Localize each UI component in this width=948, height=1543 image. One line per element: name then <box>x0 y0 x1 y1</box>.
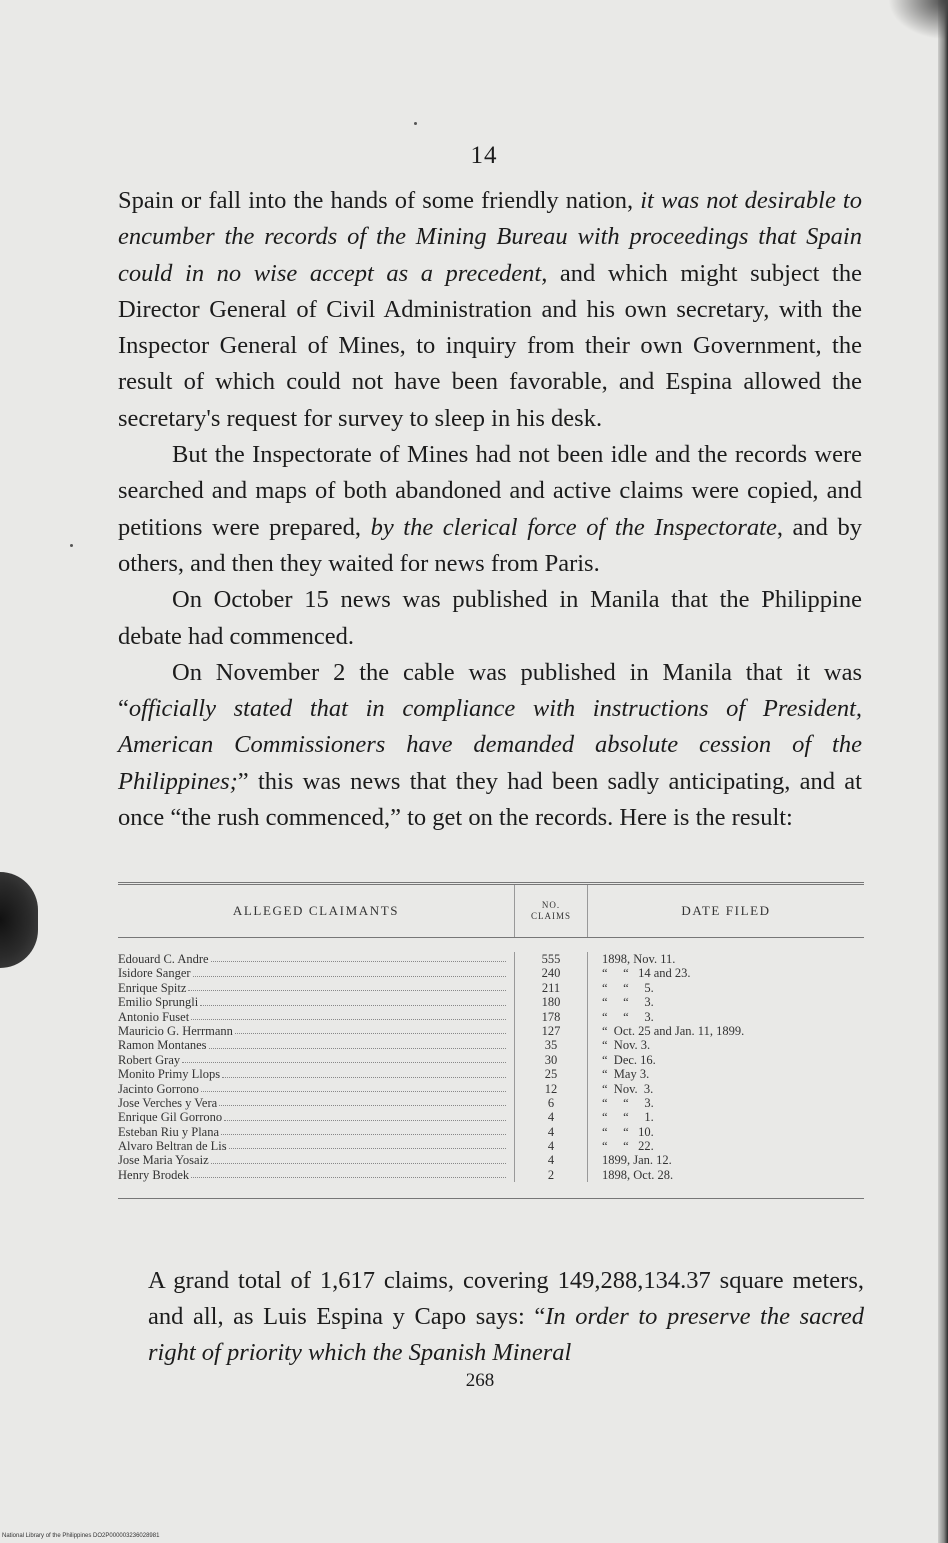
claimant-name-text: Jacinto Gorrono <box>118 1081 199 1096</box>
header-claims-line1: NO. <box>541 900 561 910</box>
text-run: On October 15 news was published in Manila that the Philippine debate had commenced. <box>118 586 862 650</box>
italic-text: In order to preserve the sacred right of priority which the Spanish Mineral <box>148 1303 864 1366</box>
claimant-name-text: Enrique Gil Gorrono <box>118 1110 223 1125</box>
claims-column <box>514 952 588 1182</box>
leader-dots <box>193 966 506 976</box>
claimant-name <box>118 1168 514 1182</box>
page-header-number: 14 <box>470 142 498 169</box>
paragraph <box>118 437 862 582</box>
page-edge-shadow <box>938 0 948 1543</box>
claimant-name <box>118 1082 514 1096</box>
claims-count: 211 <box>541 980 561 995</box>
claims-count: 180 <box>541 995 561 1010</box>
claimant-name <box>118 1053 514 1067</box>
italic-text: officially stated that in compliance with instructions of President, American Commissioners have demanded absolute cession of the Philippines; <box>118 695 862 795</box>
italic-text: it was not desirable to encumber the records of the Mining Bureau with proceedings that Spain could in no wise accept as a precedent, <box>118 187 862 287</box>
date-filed: “ “ 3. <box>602 1095 654 1110</box>
leader-dots <box>191 1010 506 1020</box>
date-filed: “ “ 22. <box>602 1139 654 1154</box>
text-run: But the Inspectorate of Mines had not been idle and the records were searched and maps of both abandoned and active claims were copied, and petitions were prepared, <box>118 441 862 541</box>
claimant-name <box>118 1096 514 1110</box>
claimant-name <box>118 1139 514 1153</box>
dust-speck <box>70 544 73 547</box>
table-header <box>118 885 864 937</box>
table-bottom-rule <box>118 1198 864 1199</box>
claims-count: 240 <box>541 966 561 981</box>
header-claims-line2: CLAIMS <box>530 911 571 921</box>
claimant-name <box>118 981 514 995</box>
paragraph <box>118 655 862 836</box>
table-body <box>118 938 864 1198</box>
leader-dots <box>221 1125 506 1135</box>
claimant-name-text: Jose Verches y Vera <box>118 1095 218 1110</box>
claimant-name <box>118 1110 514 1124</box>
date-filed: “ May 3. <box>602 1067 650 1082</box>
date-filed: “ Nov. 3. <box>602 1038 651 1053</box>
claimant-name <box>118 1067 514 1081</box>
claimant-name-text: Antonio Fuset <box>118 1009 190 1024</box>
claimant-name-text: Emilio Sprungli <box>118 995 199 1010</box>
leader-dots <box>235 1024 506 1034</box>
leader-dots <box>182 1053 506 1063</box>
date-filed: 1898, Oct. 28. <box>602 1167 674 1182</box>
date-filed: “ “ 1. <box>602 1110 654 1125</box>
date-filed: “ “ 5. <box>602 980 654 995</box>
claimant-name-text: Enrique Spitz <box>118 980 187 995</box>
header-date: DATE FILED <box>681 902 771 918</box>
header-claimants: ALLEGED CLAIMANTS <box>232 902 400 918</box>
claims-table <box>118 882 864 1199</box>
header-claims <box>514 885 588 937</box>
claims-count: 127 <box>541 1023 561 1038</box>
paragraph <box>148 1263 864 1371</box>
text-run: On November 2 the cable was published in Manila that it was “ <box>118 658 862 723</box>
closing-paragraph <box>148 1263 864 1371</box>
claimant-column <box>118 952 514 1182</box>
date-filed: 1898, Nov. 11. <box>602 952 676 966</box>
claimant-name <box>118 966 514 980</box>
claimant-name-text: Jose Maria Yosaiz <box>118 1153 209 1168</box>
claimant-name-text: Mauricio G. Herrmann <box>118 1023 233 1038</box>
claimant-name-text: Robert Gray <box>118 1052 181 1067</box>
date-filed: “ “ 3. <box>602 995 654 1010</box>
leader-dots <box>229 1139 506 1149</box>
claimant-name <box>118 995 514 1009</box>
text-run: Spain or fall into the hands of some friendly nation, <box>118 187 641 214</box>
text-run: A grand total of 1,617 claims, covering 149,288,134.37 square meters, and all, as Luis Espina y Capo says: “ <box>148 1267 864 1330</box>
claimant-name <box>118 952 514 966</box>
paragraph <box>118 183 862 437</box>
claimant-name-text: Esteban Riu y Plana <box>118 1124 220 1139</box>
leader-dots <box>211 1153 506 1163</box>
text-run: and which might subject the Director General of Civil Administration and his own secretary, with the Inspector General of Mines, to inquiry from their own Government, the result of which could not have been favorable, and Espina allowed the secretary's request for survey to sleep in his desk. <box>118 259 862 432</box>
leader-dots <box>191 1168 506 1178</box>
claimant-name <box>118 1125 514 1139</box>
claimant-name-text: Monito Primy Llops <box>118 1067 221 1082</box>
claims-count: 25 <box>544 1067 558 1082</box>
date-filed: 1899, Jan. 12. <box>602 1153 672 1168</box>
claims-count: 12 <box>544 1081 558 1096</box>
leader-dots <box>201 1082 506 1092</box>
leader-dots <box>224 1110 506 1120</box>
leader-dots <box>209 1038 506 1048</box>
body-text <box>118 183 862 836</box>
leader-dots <box>188 981 506 991</box>
claims-count: 4 <box>547 1153 555 1168</box>
leader-dots <box>219 1096 506 1106</box>
claims-count: 30 <box>544 1052 558 1067</box>
paragraph <box>118 582 862 655</box>
claimant-name <box>118 1038 514 1052</box>
claims-count: 178 <box>541 1009 561 1024</box>
scanner-thumb <box>0 872 38 968</box>
dust-speck <box>414 122 417 125</box>
claims-count: 35 <box>544 1038 558 1053</box>
claimant-name-text: Edouard C. Andre <box>118 952 209 966</box>
claimant-name <box>118 1024 514 1038</box>
date-filed: “ Dec. 16. <box>602 1052 656 1067</box>
text-run: ” this was news that they had been sadly anticipating, and at once “the rush commenced,” to get on the records. Here is the result: <box>118 767 862 832</box>
date-column <box>588 952 864 1182</box>
text-run: , and by others, and then they waited for news from Paris. <box>118 513 862 577</box>
claims-count: 4 <box>547 1110 555 1125</box>
page-corner-shadow <box>888 0 948 40</box>
claims-count: 4 <box>547 1124 555 1139</box>
leader-dots <box>222 1067 506 1077</box>
date-filed: “ “ 14 and 23. <box>602 966 691 981</box>
claimant-name-text: Ramon Montanes <box>118 1038 207 1053</box>
claimant-name-text: Isidore Sanger <box>118 966 191 981</box>
page-footer-number: 268 <box>465 1370 495 1391</box>
claimant-name <box>118 1010 514 1024</box>
claims-count: 2 <box>547 1167 555 1182</box>
leader-dots <box>211 952 506 962</box>
claimant-name <box>118 1153 514 1167</box>
date-filed: “ “ 3. <box>602 1009 654 1024</box>
claimant-name-text: Henry Brodek <box>118 1167 190 1182</box>
date-filed: “ Nov. 3. <box>602 1081 654 1096</box>
date-filed: “ “ 10. <box>602 1124 654 1139</box>
leader-dots <box>200 995 506 1005</box>
italic-text: by the clerical force of the Inspectorate <box>370 513 777 541</box>
claims-count: 4 <box>547 1139 555 1154</box>
claimant-name-text: Alvaro Beltran de Lis <box>118 1139 227 1154</box>
date-filed: “ Oct. 25 and Jan. 11, 1899. <box>602 1023 745 1038</box>
claims-count: 555 <box>541 952 561 966</box>
scan-credit: National Library of the Philippines DO2P000003236028981 <box>2 1533 160 1539</box>
claims-count: 6 <box>547 1095 555 1110</box>
